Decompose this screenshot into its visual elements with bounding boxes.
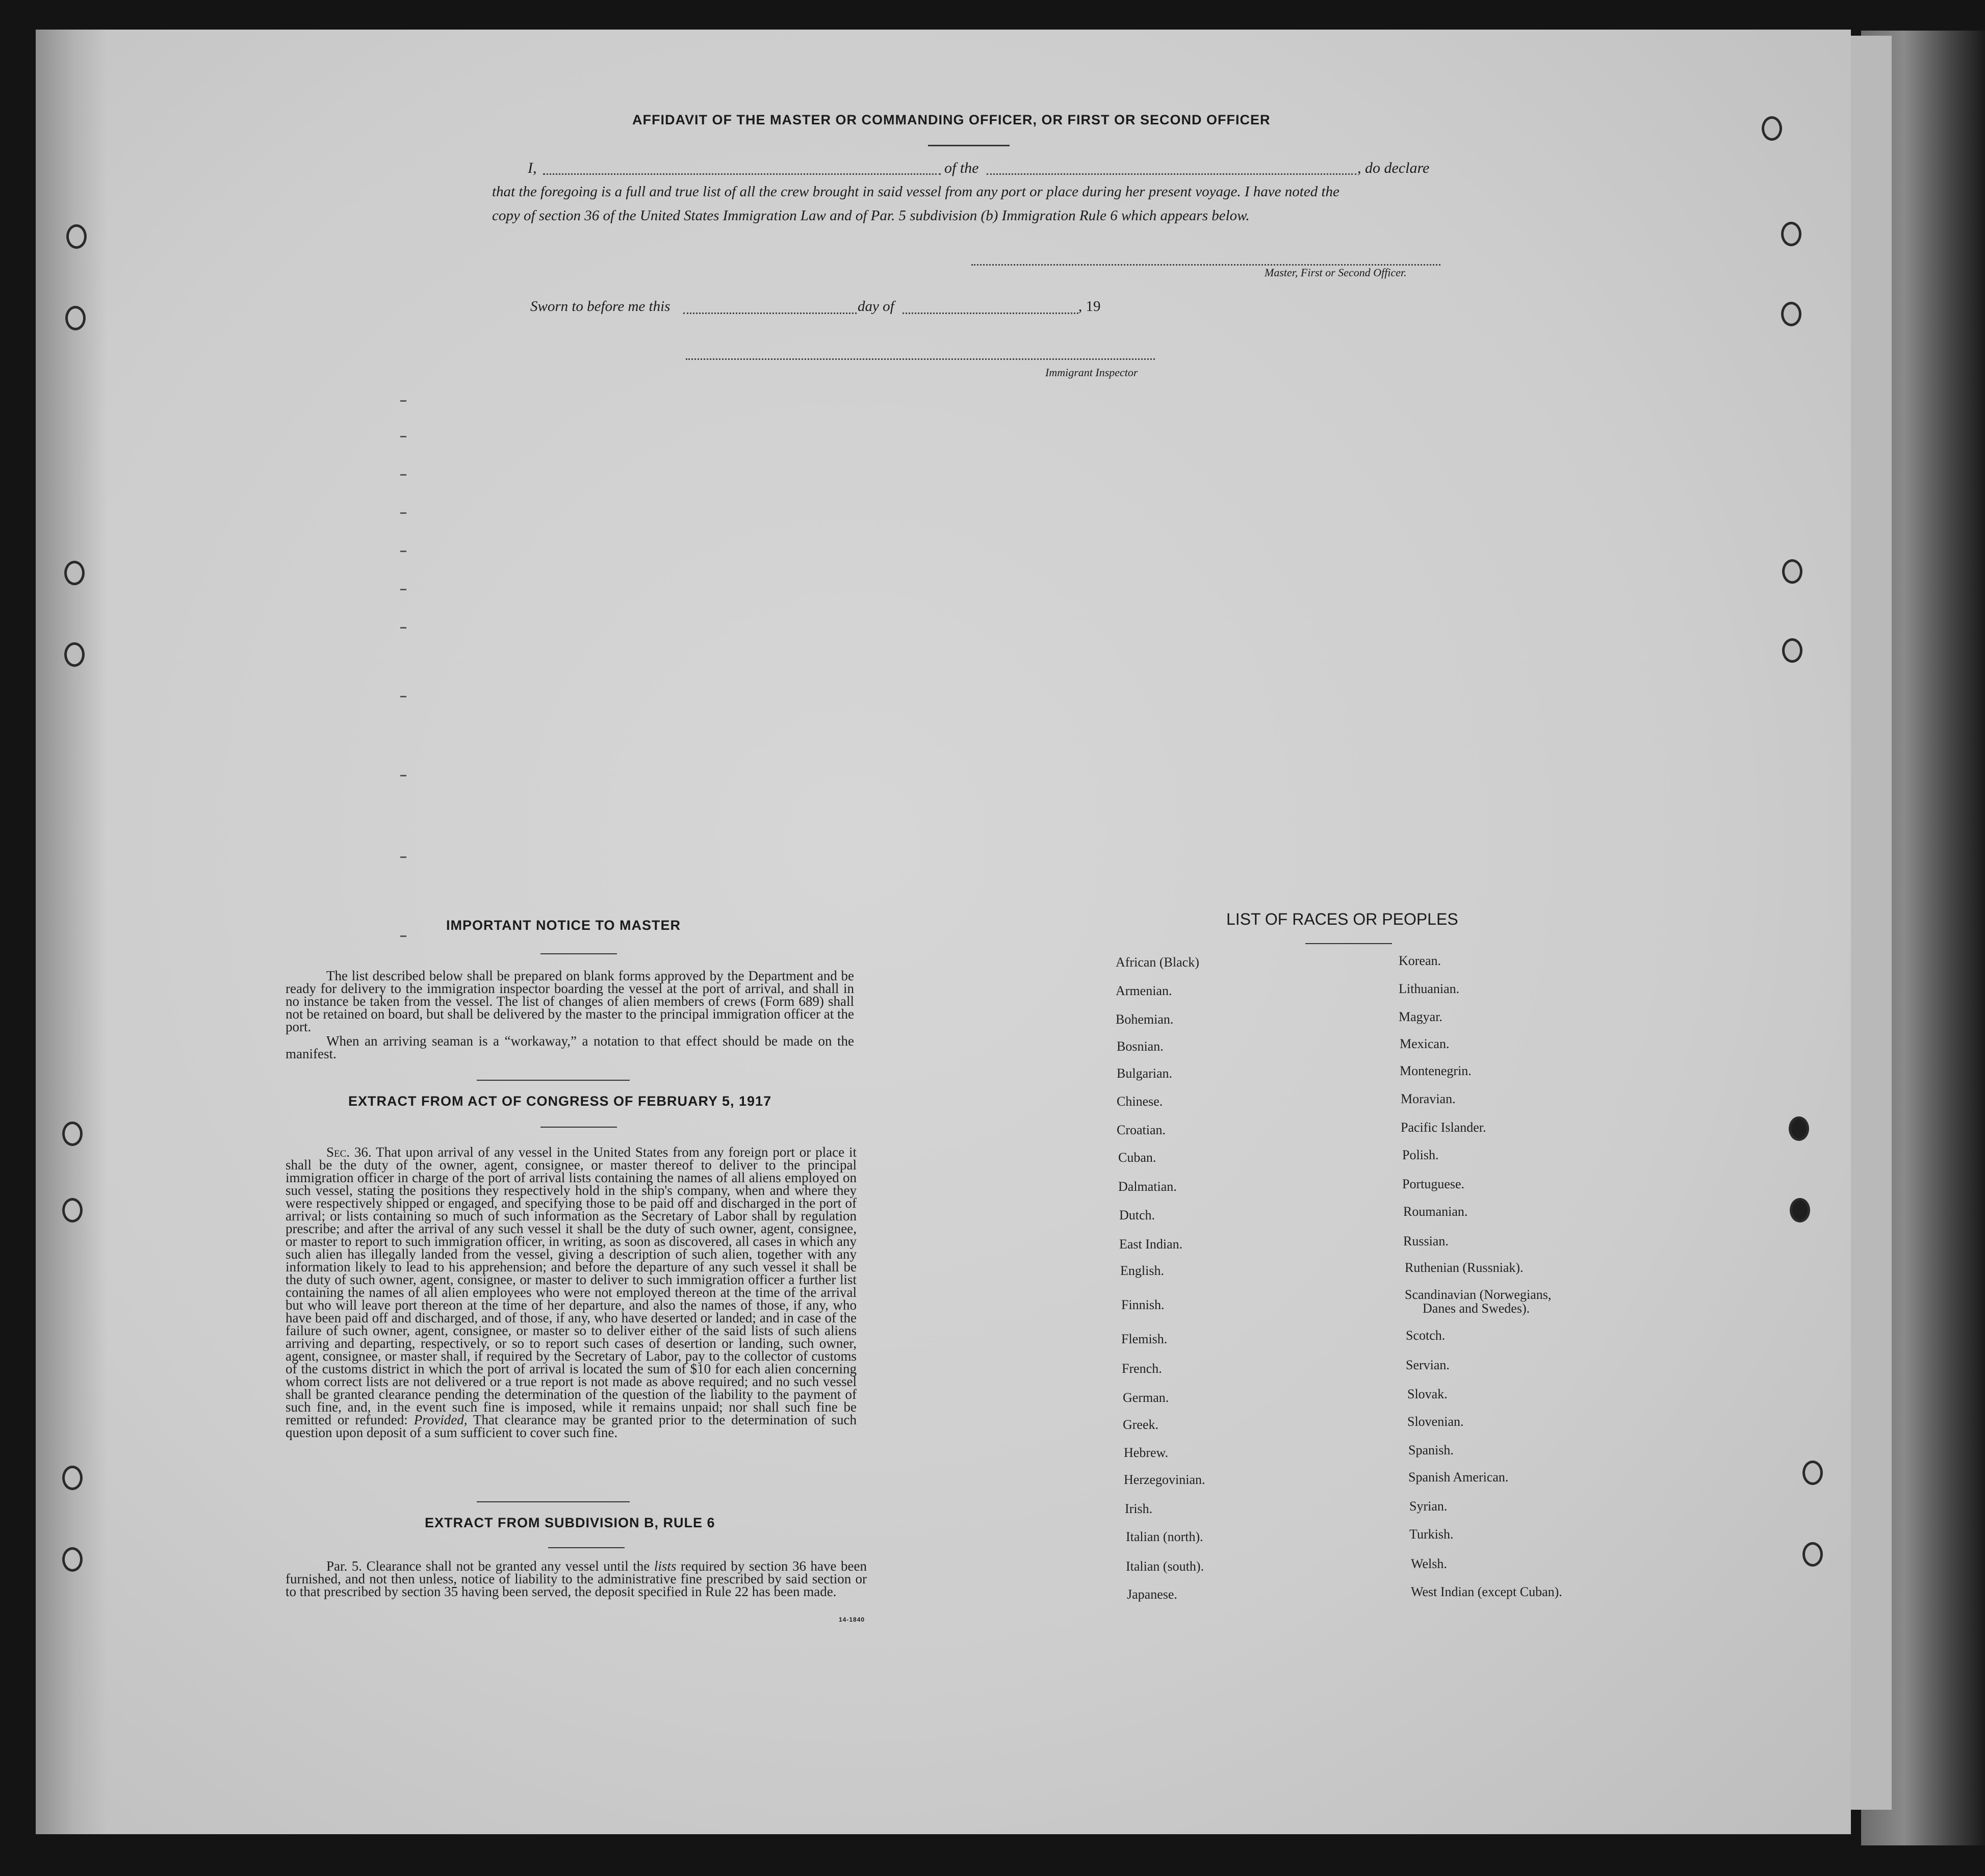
margin-mark	[400, 856, 406, 858]
race-item: Roumanian.	[1403, 1204, 1468, 1219]
binder-hole-icon	[1762, 116, 1782, 141]
race-item: Bohemian.	[1116, 1012, 1174, 1027]
section-text: That upon arrival of any vessel in the United States from any foreign port or place it shall be the duty of the owner, agent, consignee, or master thereof to deliver to the principal immigration officer in charge of the port of arrival lists containing the names of all aliens employed on such vessel, stating the positions they respectively hold in the ship's company, when and where they were respectively shipped or engaged, and specifying those to be paid off and discharged in the port of arrival; or lists containing so much of such information as the Secretary of Labor shall by regulation prescribe; and after the arrival of any such vessel it shall be the duty of such owner, agent, consignee, or master to report to such immigration officer, in writing, as soon as discovered, all cases in which any such alien has illegally landed from the vessel, giving a description of such alien, together with any information likely to lead to his apprehension; and before the departure of any such vessel it shall be the duty of such owner, agent, consignee, or master to deliver to such immigration officer a further list containing the names of all alien employees who were not employed thereon at the time of the arrival but who will leave port thereon at the time of her departure, and also the names of those, if any, who have been paid off and discharged, and of those, if any, who have deserted or landed; and in case of the failure of such owner, agent, consignee, or master so to deliver either of the said lists of such aliens arriving and departing, respectively, or so to report such cases of desertion or landing, such owner, agent, consignee, or master shall, if required by the Secretary of Labor, pay to the collector of customs of the customs district in which the port of arrival is located the sum of $10 for each alien concerning whom correct lists are not delivered or a true report is not made as above required; and no such vessel shall be granted clearance pending the determination of the question of the liability to the payment of such fine, and, in the event such fine is imposed, while it remains unpaid; nor shall such fine be remitted or refunded:	[286, 1144, 857, 1427]
extract-rule-underline	[548, 1547, 625, 1548]
race-item: Slovenian.	[1407, 1414, 1464, 1429]
race-item: African (Black)	[1116, 955, 1199, 970]
month-blank[interactable]	[903, 312, 1078, 314]
race-item: Portuguese.	[1402, 1177, 1465, 1191]
race-item: Dutch.	[1119, 1208, 1155, 1222]
race-item: Syrian.	[1409, 1499, 1448, 1514]
extract-rule-title: EXTRACT FROM SUBDIVISION B, RULE 6	[425, 1515, 715, 1530]
margin-mark	[400, 775, 406, 776]
year-prefix: , 19	[1078, 298, 1101, 315]
race-item: Moravian.	[1401, 1091, 1456, 1106]
affidavit-of-the: of the	[944, 160, 979, 176]
sworn-text: Sworn to before me this	[530, 298, 671, 315]
binder-hole-icon	[1781, 302, 1801, 326]
race-item: Bulgarian.	[1117, 1066, 1173, 1081]
race-item: Italian (south).	[1126, 1559, 1204, 1574]
race-item: Greek.	[1123, 1417, 1159, 1432]
race-item: German.	[1123, 1390, 1169, 1405]
binder-hole-icon	[1782, 559, 1802, 584]
race-item: Italian (north).	[1126, 1529, 1203, 1544]
inspector-signature-line[interactable]	[686, 358, 1155, 360]
day-of-text: day of	[858, 298, 894, 315]
inspector-label: Immigrant Inspector	[1045, 366, 1138, 379]
margin-mark	[400, 436, 406, 437]
affidavit-text-line2: that the foregoing is a full and true list of all the crew brought in said vessel from any port or place during her present voyage. I have noted the	[492, 184, 1339, 200]
binder-hole-icon	[62, 1466, 83, 1490]
signer-label: Master, First or Second Officer.	[1265, 266, 1407, 279]
provided-word: Provided,	[414, 1412, 468, 1427]
margin-mark	[400, 589, 406, 590]
binder-hole-icon	[64, 642, 85, 667]
extract-rule-paragraph	[286, 1560, 867, 1598]
extract-act-paragraph	[286, 1146, 857, 1439]
name-blank[interactable]	[543, 173, 941, 175]
rule-text-b: required by section 36 have been furnished, and not then unless, notice of liability to the administrative fine prescribed by said section or to that prescribed by section 35 having been served, the deposit specified in Rule 22 has been made.	[286, 1558, 867, 1599]
notice-underline	[540, 953, 617, 954]
race-item: Chinese.	[1117, 1094, 1163, 1109]
notice-title: IMPORTANT NOTICE TO MASTER	[446, 918, 681, 933]
binder-hole-icon	[1790, 1198, 1810, 1222]
race-item: Montenegrin.	[1400, 1063, 1472, 1078]
binder-hole-icon	[62, 1547, 83, 1572]
affidavit-title: AFFIDAVIT OF THE MASTER OR COMMANDING OFFICER, OR FIRST OR SECOND OFFICER	[632, 112, 1271, 127]
race-item: Japanese.	[1127, 1587, 1177, 1602]
race-item: Lithuanian.	[1399, 981, 1460, 996]
margin-mark	[400, 696, 406, 697]
race-item: Scandinavian (Norwegians,	[1405, 1287, 1552, 1302]
race-item: Mexican.	[1400, 1036, 1450, 1051]
race-item: French.	[1122, 1361, 1162, 1376]
race-item: Scotch.	[1406, 1328, 1446, 1343]
affidavit-declare: , do declare	[1357, 160, 1430, 176]
binder-hole-icon	[66, 224, 87, 249]
race-item: Spanish American.	[1408, 1470, 1509, 1484]
margin-mark	[400, 474, 406, 476]
race-item: Welsh.	[1411, 1556, 1447, 1571]
form-number: 14-1840	[839, 1616, 865, 1623]
race-item: Cuban.	[1118, 1150, 1156, 1165]
race-item: Dalmatian.	[1118, 1179, 1177, 1194]
section-text-end: That clearance may be granted prior to the determination of such question upon deposit of a sum sufficient to cover such fine.	[286, 1412, 857, 1440]
race-item: East Indian.	[1119, 1237, 1183, 1252]
lists-word: lists	[654, 1558, 677, 1574]
race-item: English.	[1120, 1263, 1164, 1278]
race-item: Irish.	[1125, 1501, 1153, 1516]
binder-hole-icon	[1782, 638, 1802, 663]
race-item: Turkish.	[1409, 1527, 1454, 1542]
binder-hole-icon	[64, 561, 85, 585]
affidavit-text-line3: copy of section 36 of the United States Immigration Law and of Par. 5 subdivision (b) Immigration Rule 6 which appears below.	[492, 207, 1250, 224]
race-item: Servian.	[1406, 1358, 1450, 1372]
race-item: Bosnian.	[1117, 1039, 1164, 1054]
extract-act-title: EXTRACT FROM ACT OF CONGRESS OF FEBRUARY 5, 1917	[348, 1093, 772, 1109]
margin-mark	[400, 512, 406, 514]
section-label: Sec. 36.	[326, 1144, 372, 1160]
race-item: Spanish.	[1408, 1443, 1454, 1457]
sworn-day-blank[interactable]	[683, 312, 857, 314]
race-item: Herzegovinian.	[1124, 1472, 1205, 1487]
margin-mark	[400, 551, 406, 552]
race-item: Pacific Islander.	[1401, 1120, 1486, 1135]
races-title: LIST OF RACES OR PEOPLES	[1226, 910, 1458, 928]
section-divider	[477, 1080, 630, 1081]
race-item: Danes and Swedes).	[1423, 1301, 1530, 1316]
affidavit-i: I,	[528, 160, 537, 176]
binder-hole-icon	[1802, 1542, 1823, 1567]
vessel-blank[interactable]	[987, 173, 1356, 175]
race-item: Croatian.	[1117, 1123, 1166, 1137]
race-item: Finnish.	[1121, 1297, 1165, 1312]
race-item: Polish.	[1402, 1148, 1439, 1162]
binder-hole-icon	[1802, 1461, 1823, 1485]
signature-line[interactable]	[971, 264, 1440, 266]
margin-mark	[400, 400, 406, 402]
race-item: Magyar.	[1399, 1009, 1442, 1024]
rule-text-a: Par. 5. Clearance shall not be granted any vessel until the	[326, 1558, 650, 1574]
race-item: Ruthenian (Russniak).	[1405, 1260, 1524, 1275]
margin-mark	[400, 935, 406, 937]
races-underline	[1305, 943, 1392, 944]
binder-hole-icon	[1789, 1116, 1809, 1141]
binder-hole-icon	[62, 1122, 83, 1146]
section-divider	[477, 1501, 630, 1502]
race-item: Russian.	[1403, 1234, 1449, 1248]
title-underline	[928, 145, 1010, 146]
race-item: Flemish.	[1121, 1332, 1168, 1346]
race-item: Korean.	[1399, 953, 1441, 968]
race-item: Slovak.	[1407, 1387, 1448, 1401]
notice-paragraph-2: When an arriving seaman is a “workaway,” a notation to that effect should be made on the manifest.	[286, 1033, 854, 1061]
extract-act-underline	[540, 1127, 617, 1128]
race-item: West Indian (except Cuban).	[1411, 1584, 1562, 1599]
race-item: Armenian.	[1116, 983, 1172, 998]
race-item: Hebrew.	[1124, 1445, 1169, 1460]
margin-mark	[400, 627, 406, 629]
binder-hole-icon	[62, 1198, 83, 1222]
notice-paragraph-1: The list described below shall be prepared on blank forms approved by the Department and be ready for delivery to the immigration inspector boarding the vessel at the port of arrival, and shall in no instance be taken from the vessel. The list of changes of alien members of crews (Form 689) shall not be retained on board, but shall be delivered by the master to the principal immigration officer at the port.	[286, 968, 854, 1034]
binder-hole-icon	[1781, 222, 1801, 246]
binder-hole-icon	[65, 306, 86, 330]
